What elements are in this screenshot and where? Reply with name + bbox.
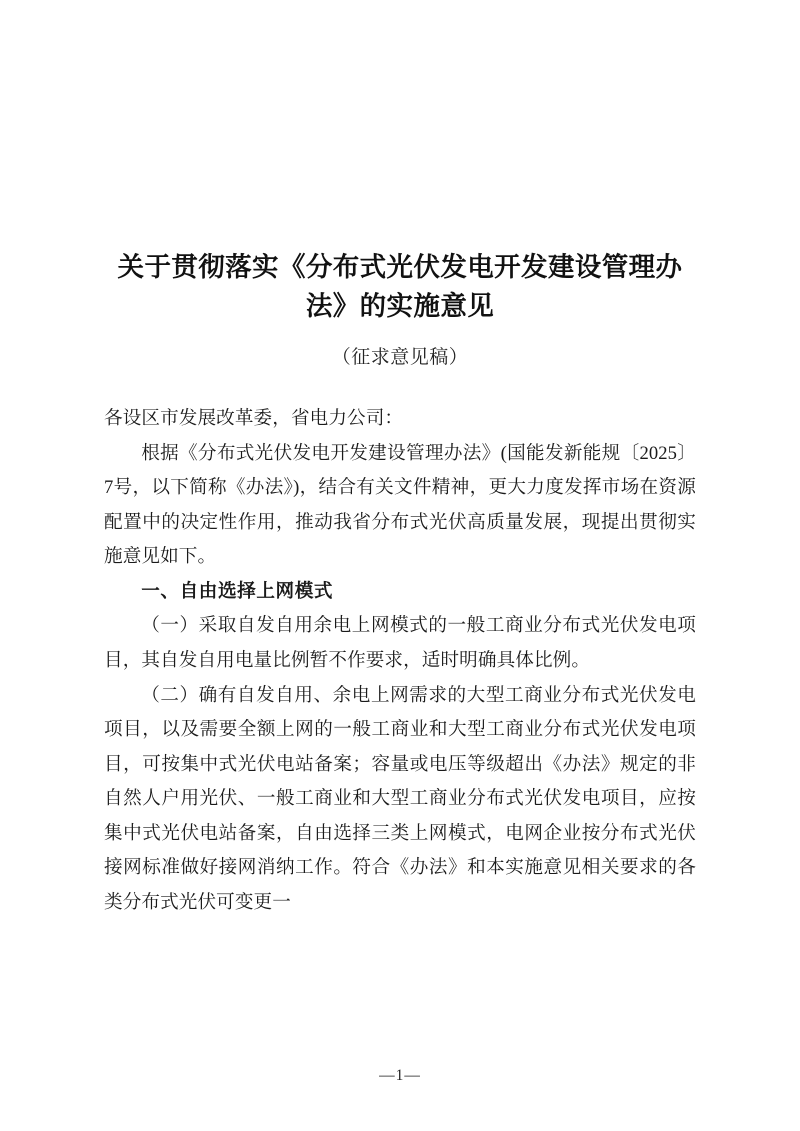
document-body bbox=[104, 372, 696, 921]
section-item-2: （二）确有自发自用、余电上网需求的大型工商业分布式光伏发电项目，以及需要全额上网的一般工商业和大型工商业分布式光伏发电项目，可按集中式光伏电站备案；容量或电压等级超出《办法》规定的非自然人户用光伏、一般工商业和大型工商业分布式光伏发电项目，应按集中式光伏电站备案，自由选择三类上网模式，电网企业按分布式光伏接网标准做好接网消纳工作。符合《办法》和本实施意见相关要求的各类分布式光伏可变更一 bbox=[104, 684, 696, 914]
section-item-1: （一）采取自发自用余电上网模式的一般工商业分布式光伏发电项目，其自发自用电量比例暂不作要求，适时明确具体比例。 bbox=[104, 615, 696, 672]
page-title: 关于贯彻落实《分布式光伏发电开发建设管理办法》的实施意见 bbox=[117, 252, 683, 321]
document-subtitle: （征求意见稿） bbox=[331, 347, 469, 369]
body-paragraph-1: 根据《分布式光伏发电开发建设管理办法》(国能发新能规〔2025〕7号，以下简称《办法》)，结合有关文件精神，更大力度发挥市场在资源配置中的决定性作用，推动我省分布式光伏高质量发展，现提出贯彻实施意见如下。 bbox=[104, 442, 696, 568]
page-number: —1— bbox=[379, 1067, 421, 1084]
section-heading-1: 一、自由选择上网模式 bbox=[141, 580, 334, 602]
salutation-line: 各设区市发展改革委，省电力公司： bbox=[104, 407, 404, 429]
